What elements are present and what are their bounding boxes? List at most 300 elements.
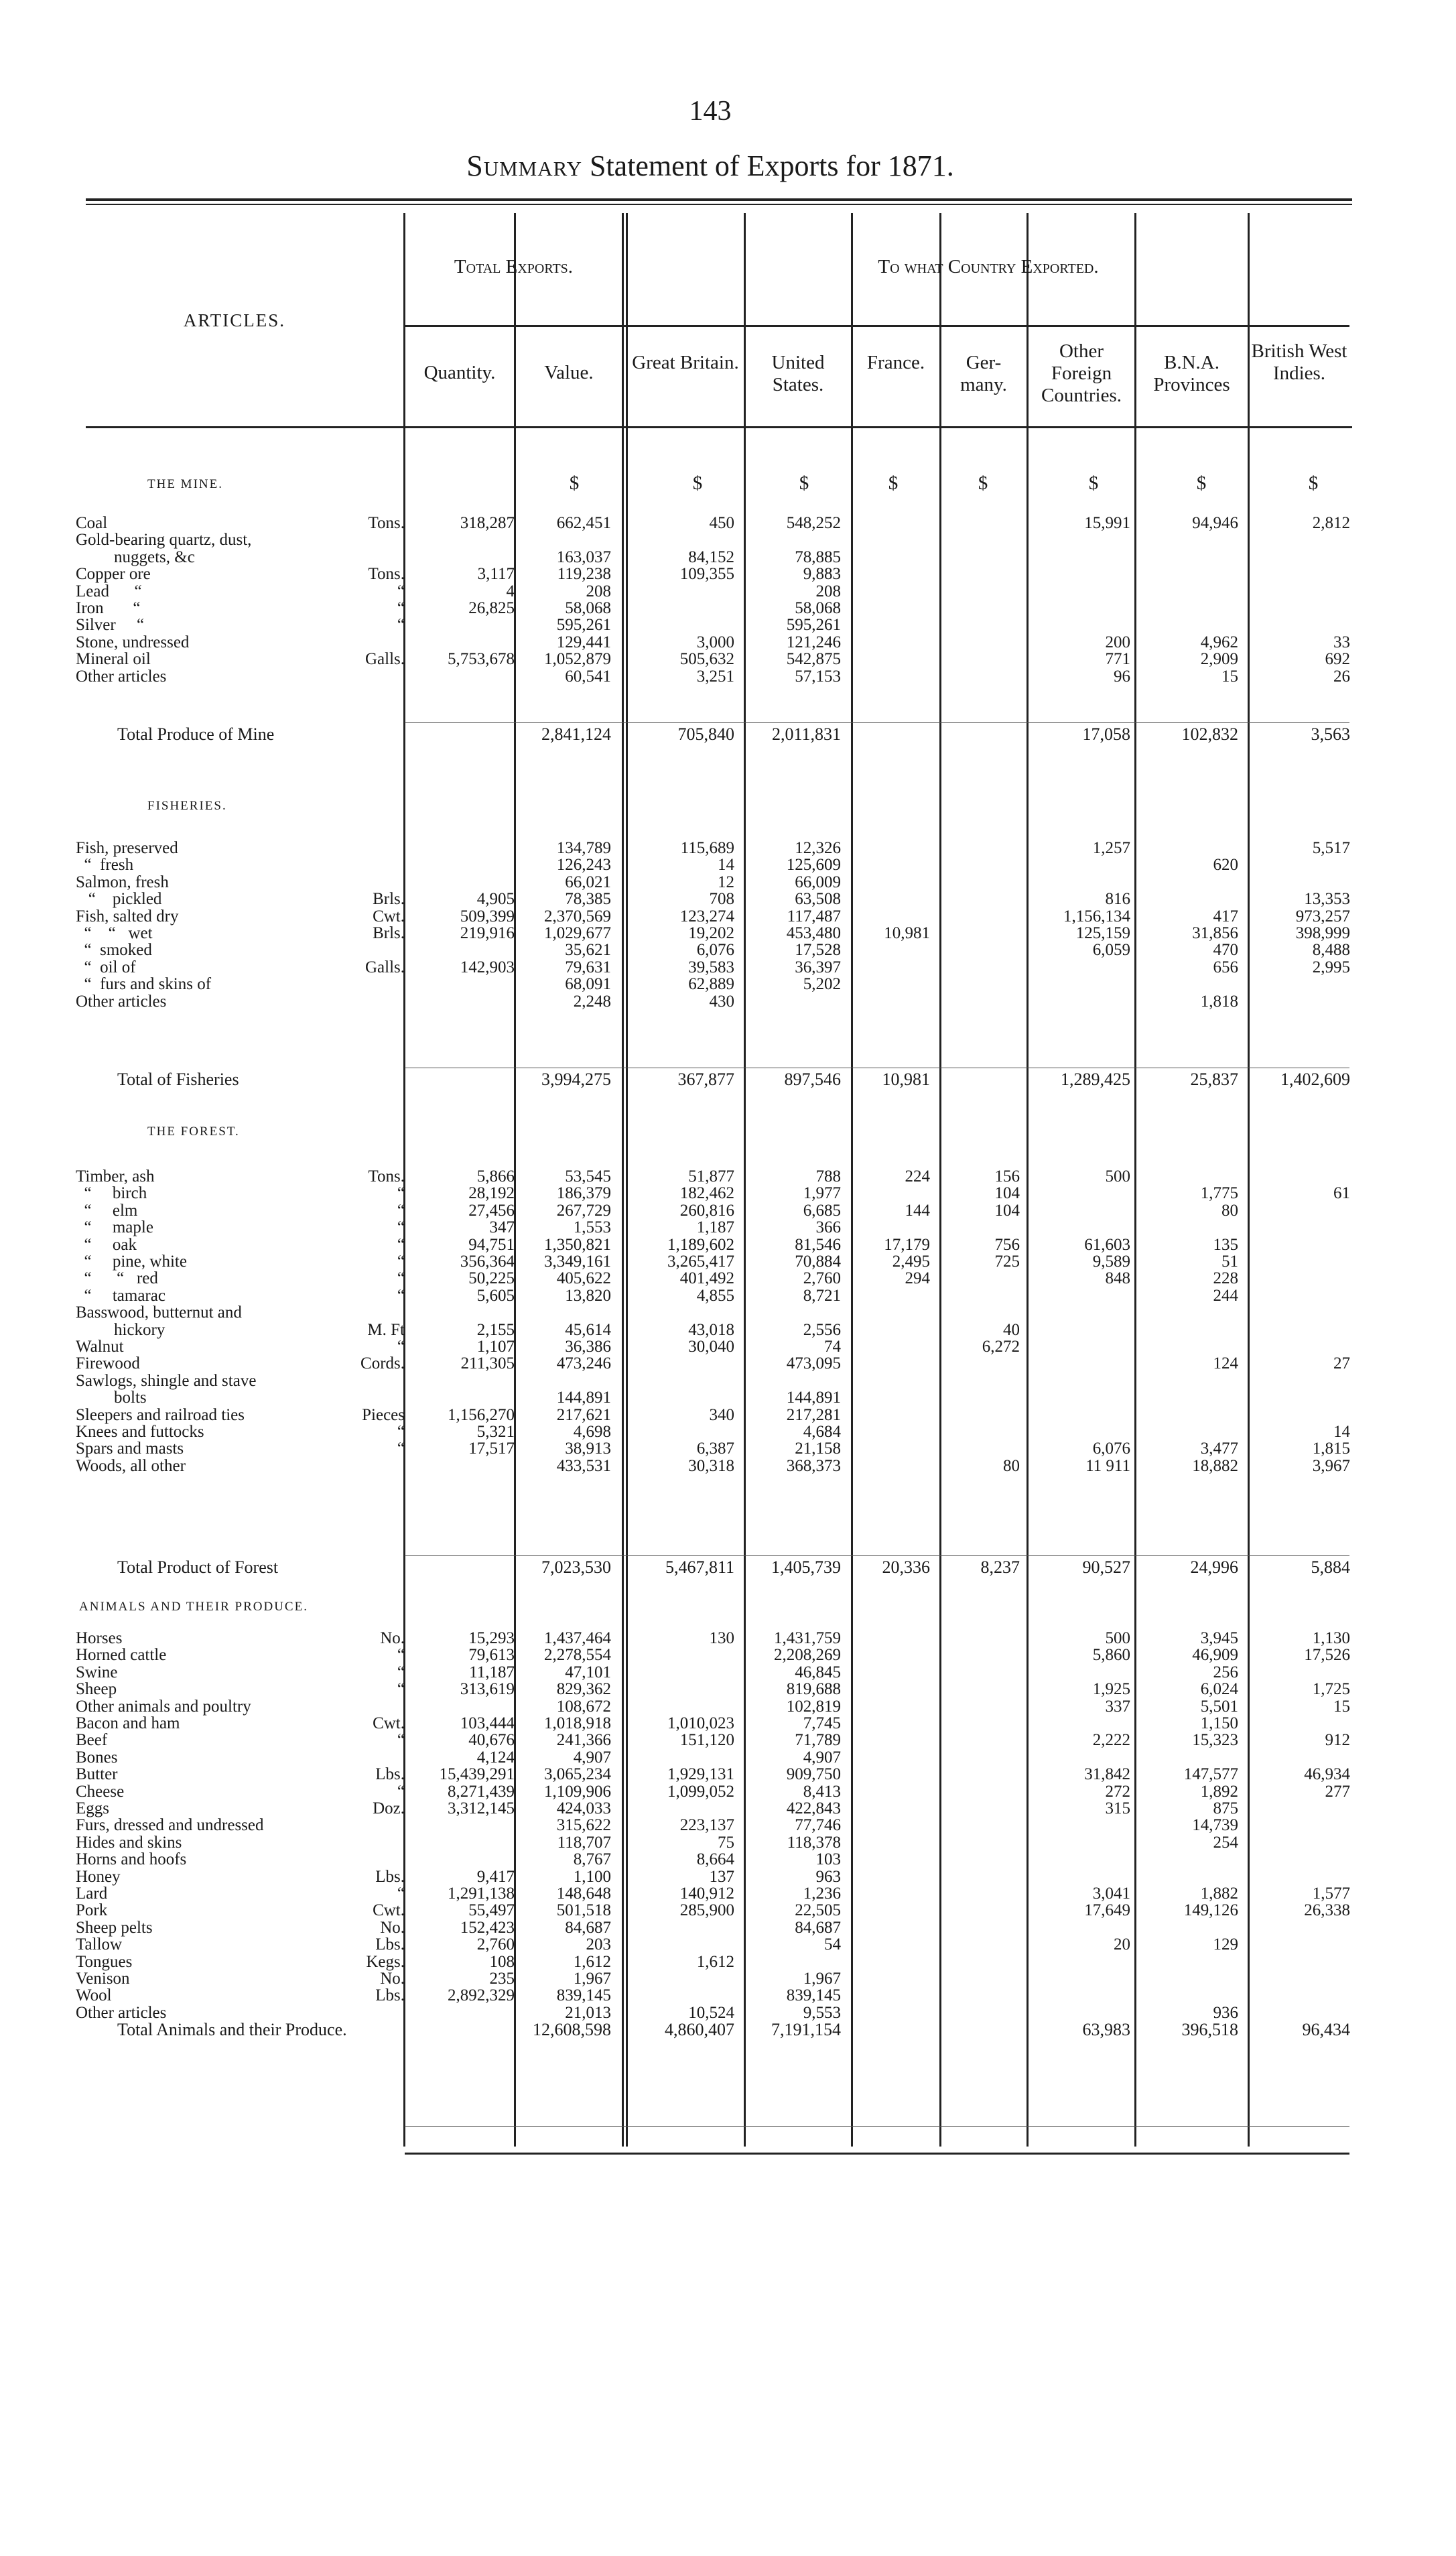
germany-header: Ger- many. [960, 352, 1007, 395]
table-row [0, 566, 1456, 583]
cell-bna: 256 [1213, 1663, 1238, 1681]
unit-label: Galls. [365, 650, 405, 669]
cell-of: 6,059 [1092, 941, 1130, 960]
cell-us: 5,202 [803, 975, 841, 994]
article-label: Other articles [76, 2003, 167, 2022]
cell-q: 211,305 [460, 1354, 515, 1373]
cell-ge: 104 [994, 1201, 1020, 1220]
cell-bna: 244 [1213, 1286, 1238, 1305]
cell-gb: 367,877 [677, 1070, 734, 1089]
cell-of: 9,589 [1092, 1253, 1130, 1271]
unit-label: Lbs. [375, 1986, 405, 2005]
table-row [0, 515, 1456, 532]
cell-bna: 1,882 [1200, 1884, 1238, 1903]
cell-gb: 140,912 [679, 1884, 734, 1903]
cell-gb: 62,889 [688, 975, 734, 994]
article-label: Venison [76, 1970, 130, 1988]
article-label: Lard [76, 1884, 108, 1903]
cell-bwi: 1,725 [1312, 1680, 1350, 1699]
article-label: Iron “ [76, 599, 141, 617]
article-label: nuggets, &c [114, 548, 195, 566]
cell-v: 4,698 [573, 1423, 611, 1441]
cell-q: 1,107 [476, 1338, 515, 1356]
cell-q: 9,417 [476, 1867, 515, 1886]
cell-us: 8,721 [803, 1286, 841, 1305]
cell-bna: 46,909 [1192, 1646, 1238, 1665]
table-row [0, 1389, 1456, 1407]
cell-us: 121,246 [786, 633, 841, 651]
cell-us: 368,373 [786, 1456, 841, 1475]
cell-bna: 4,962 [1200, 633, 1238, 651]
cell-gb: 1,099,052 [667, 1782, 734, 1801]
cell-v: 829,362 [556, 1680, 611, 1699]
cell-v: 78,385 [565, 890, 611, 909]
total-row-label: Total Animals and their Produce. [117, 2020, 347, 2040]
cell-v: 36,386 [565, 1338, 611, 1356]
cell-q: 4 [506, 582, 515, 600]
unit-label: “ [397, 1680, 405, 1699]
cell-us: 548,252 [786, 514, 841, 532]
cell-q: 5,605 [476, 1286, 515, 1305]
cell-q: 347 [489, 1218, 515, 1237]
unit-label: No. [380, 1629, 405, 1647]
cell-q: 2,155 [476, 1320, 515, 1339]
cell-of: 15,991 [1084, 514, 1130, 532]
cell-gb: 19,202 [688, 924, 734, 942]
cell-v: 315,622 [556, 1816, 611, 1835]
article-label: Silver “ [76, 616, 145, 635]
cell-gb: 1,010,023 [667, 1714, 734, 1732]
article-label: Pork [76, 1901, 108, 1920]
cell-q: 2,892,329 [448, 1986, 515, 2005]
cell-v: 2,248 [573, 992, 611, 1011]
cell-gb: 450 [709, 514, 734, 532]
cell-bwi: 3,563 [1311, 724, 1350, 744]
dollar-sign: $ [1196, 472, 1207, 494]
total-exports-header: Total Exports. [454, 256, 574, 277]
cell-us: 1,236 [803, 1884, 841, 1903]
cell-v: 1,612 [573, 1952, 611, 1971]
cell-us: 9,883 [803, 565, 841, 584]
cell-us: 2,208,269 [774, 1646, 841, 1665]
cell-gb: 1,929,131 [667, 1765, 734, 1784]
cell-us: 4,907 [803, 1748, 841, 1767]
cell-v: 3,349,161 [544, 1253, 611, 1271]
table-row [0, 959, 1456, 976]
cell-q: 5,753,678 [448, 650, 515, 669]
to-what-country-header: To what Country Exported. [878, 256, 1099, 277]
dollar-sign: $ [1308, 472, 1319, 494]
table-row [0, 1732, 1456, 1749]
table-row [0, 1664, 1456, 1681]
bwi-header: British West Indies. [1251, 340, 1347, 384]
cell-q: 509,399 [460, 907, 515, 925]
cell-q: 1,156,270 [448, 1405, 515, 1424]
article-label: Bones [76, 1748, 118, 1767]
cell-v: 129,441 [556, 633, 611, 651]
cell-us: 12,326 [795, 839, 841, 857]
cell-us: 102,819 [786, 1697, 841, 1716]
cell-us: 46,845 [795, 1663, 841, 1681]
table-row [0, 1766, 1456, 1783]
table-row [0, 1936, 1456, 1954]
total-row-label: Total Product of Forest [117, 1557, 279, 1577]
cell-v: 38,913 [565, 1440, 611, 1458]
cell-v: 1,109,906 [544, 1782, 611, 1801]
cell-v: 241,366 [556, 1731, 611, 1750]
cell-us: 144,891 [786, 1389, 841, 1407]
cell-bna: 3,477 [1200, 1440, 1238, 1458]
subtotal-rule [405, 722, 1349, 723]
article-label: Hides and skins [76, 1833, 182, 1852]
cell-v: 501,518 [556, 1901, 611, 1920]
cell-gb: 14 [718, 856, 734, 875]
cell-gb: 75 [718, 1833, 734, 1852]
cell-gb: 151,120 [679, 1731, 734, 1750]
cell-of: 125,159 [1075, 924, 1130, 942]
unit-label: “ [397, 1440, 405, 1458]
subtotal-rule [405, 1555, 1349, 1556]
table-row [0, 1987, 1456, 2004]
article-label: “ pickled [76, 890, 162, 909]
article-label: Sheep [76, 1680, 117, 1699]
cell-bna: 80 [1221, 1201, 1238, 1220]
cell-v: 7,023,530 [541, 1557, 611, 1577]
value-header: Value. [544, 362, 594, 383]
cell-bwi: 96,434 [1302, 2020, 1350, 2040]
cell-gb: 109,355 [679, 565, 734, 584]
unit-label: Lbs. [375, 1765, 405, 1784]
cell-of: 1,925 [1092, 1680, 1130, 1699]
cell-v: 186,379 [556, 1184, 611, 1203]
table-row [0, 1458, 1456, 1475]
cell-gb: 30,040 [688, 1338, 734, 1356]
article-label: Horses [76, 1629, 123, 1647]
article-label: Sawlogs, shingle and stave [76, 1371, 257, 1390]
cell-us: 66,009 [795, 873, 841, 891]
cell-fr: 17,179 [884, 1235, 930, 1254]
cell-v: 8,767 [573, 1850, 611, 1869]
cell-fr: 144 [905, 1201, 930, 1220]
cell-us: 77,746 [795, 1816, 841, 1835]
cell-bwi: 912 [1325, 1731, 1350, 1750]
cell-gb: 30,318 [688, 1456, 734, 1475]
cell-bna: 254 [1213, 1833, 1238, 1852]
unit-label: Brls. [373, 890, 405, 909]
table-row [0, 1868, 1456, 1886]
cell-v: 1,967 [573, 1970, 611, 1988]
cell-us: 1,405,739 [771, 1557, 841, 1577]
dollar-sign: $ [569, 472, 580, 494]
cell-bna: 15 [1221, 667, 1238, 686]
cell-v: 662,451 [556, 514, 611, 532]
cell-us: 6,685 [803, 1201, 841, 1220]
cell-us: 74 [824, 1338, 841, 1356]
table-row [0, 993, 1456, 1011]
cell-bwi: 13,353 [1304, 890, 1350, 909]
cell-of: 61,603 [1084, 1235, 1130, 1254]
cell-v: 148,648 [556, 1884, 611, 1903]
table-row [0, 651, 1456, 668]
cell-v: 473,246 [556, 1354, 611, 1373]
cell-of: 17,649 [1084, 1901, 1130, 1920]
article-label: Cheese [76, 1782, 125, 1801]
table-row [0, 925, 1456, 942]
article-label: “ smoked [76, 941, 152, 960]
article-label: “ fresh [76, 856, 134, 875]
cell-v: 2,370,569 [544, 907, 611, 925]
article-label: Tallow [76, 1935, 123, 1954]
dollar-sign: $ [888, 472, 899, 494]
unit-label: No. [380, 1918, 405, 1937]
article-label: “ maple [76, 1218, 153, 1237]
cell-gb: 51,877 [688, 1167, 734, 1186]
cell-of: 5,860 [1092, 1646, 1130, 1665]
france-header: France. [866, 352, 925, 373]
cell-q: 17,517 [468, 1440, 515, 1458]
cell-us: 118,378 [787, 1833, 841, 1852]
cell-of: 6,076 [1092, 1440, 1130, 1458]
cell-of: 11 911 [1085, 1456, 1130, 1475]
table-row [0, 1253, 1456, 1271]
dollar-sign: $ [692, 472, 703, 494]
cell-us: 2,556 [803, 1320, 841, 1339]
cell-v: 53,545 [565, 1167, 611, 1186]
cell-bwi: 14 [1333, 1423, 1350, 1441]
cell-gb: 1,612 [696, 1952, 734, 1971]
cell-gb: 340 [709, 1405, 734, 1424]
cell-us: 453,480 [786, 924, 841, 942]
cell-bwi: 5,517 [1312, 839, 1350, 857]
cell-bwi: 2,995 [1312, 958, 1350, 976]
table-row [0, 1322, 1456, 1339]
article-label: Mineral oil [76, 650, 151, 669]
cell-us: 17,528 [795, 941, 841, 960]
cell-q: 313,619 [460, 1680, 515, 1699]
table-row [0, 1219, 1456, 1236]
cell-q: 8,271,439 [448, 1782, 515, 1801]
cell-bna: 135 [1213, 1235, 1238, 1254]
great-britain-header: Great Britain. [632, 352, 739, 373]
cell-v: 134,789 [556, 839, 611, 857]
title-text: Statement of Exports for 1871. [582, 149, 954, 182]
table-row [0, 1423, 1456, 1441]
title-small-caps: Summary [466, 149, 582, 182]
cell-bna: 129 [1213, 1935, 1238, 1954]
article-label: Walnut [76, 1338, 124, 1356]
dollar-sign: $ [978, 472, 988, 494]
cell-bwi: 26 [1333, 667, 1350, 686]
table-row [0, 1355, 1456, 1372]
cell-fr: 20,336 [882, 1557, 930, 1577]
unit-label: Cwt. [373, 1714, 405, 1732]
cell-v: 839,145 [556, 1986, 611, 2005]
cell-bna: 31,856 [1192, 924, 1238, 942]
cell-gb: 6,387 [696, 1440, 734, 1458]
cell-gb: 6,076 [696, 941, 734, 960]
cell-bna: 5,501 [1200, 1697, 1238, 1716]
cell-us: 7,191,154 [771, 2020, 841, 2040]
table-row [0, 1885, 1456, 1903]
bna-header: B.N.A. Provinces [1153, 352, 1230, 395]
cell-us: 21,158 [795, 1440, 841, 1458]
cell-us: 7,745 [803, 1714, 841, 1732]
cell-q: 94,751 [468, 1235, 515, 1254]
cell-us: 963 [815, 1867, 841, 1886]
table-row [0, 874, 1456, 891]
table-row [0, 1304, 1456, 1322]
article-label: Beef [76, 1731, 108, 1750]
cell-of: 848 [1105, 1269, 1130, 1288]
cell-bna: 875 [1213, 1799, 1238, 1817]
cell-bna: 1,150 [1200, 1714, 1238, 1732]
article-label: Swine [76, 1663, 118, 1681]
cell-us: 1,977 [803, 1184, 841, 1203]
cell-bna: 936 [1213, 2003, 1238, 2022]
article-label: Sleepers and railroad ties [76, 1405, 245, 1424]
cell-gb: 137 [709, 1867, 734, 1886]
cell-bna: 15,323 [1192, 1731, 1238, 1750]
cell-gb: 12 [718, 873, 734, 891]
table-row [0, 726, 1456, 743]
cell-v: 405,622 [556, 1269, 611, 1288]
unit-label: Tons. [368, 514, 405, 532]
article-label: Other articles [76, 992, 167, 1011]
table-row [0, 1817, 1456, 1834]
cell-v: 12,608,598 [533, 2020, 611, 2040]
cell-us: 473,095 [786, 1354, 841, 1373]
table-row [0, 1630, 1456, 1647]
table-row [0, 1919, 1456, 1937]
table-row [0, 634, 1456, 651]
dollar-sign: $ [1088, 472, 1099, 494]
table-row [0, 1559, 1456, 1576]
table-row [0, 1902, 1456, 1919]
table-row [0, 1287, 1456, 1305]
cell-of: 337 [1105, 1697, 1130, 1716]
cell-q: 4,124 [476, 1748, 515, 1767]
top-rule-thin [86, 204, 1352, 205]
cell-v: 3,065,234 [544, 1765, 611, 1784]
article-label: “ furs and skins of [76, 975, 212, 994]
table-row [0, 891, 1456, 908]
cell-bna: 24,996 [1190, 1557, 1238, 1577]
cell-bna: 147,577 [1183, 1765, 1238, 1784]
total-exports-rule [405, 325, 626, 327]
cell-v: 2,278,554 [544, 1646, 611, 1665]
cell-us: 897,546 [784, 1070, 841, 1089]
cell-of: 63,983 [1082, 2020, 1130, 2040]
unit-label: “ [397, 1201, 405, 1220]
cell-v: 3,994,275 [541, 1070, 611, 1089]
cell-v: 1,350,821 [544, 1235, 611, 1254]
table-row [0, 1168, 1456, 1186]
table-row [0, 583, 1456, 600]
cell-q: 1,291,138 [448, 1884, 515, 1903]
cell-v: 1,018,918 [544, 1714, 611, 1732]
cell-of: 200 [1105, 633, 1130, 651]
cell-gb: 401,492 [679, 1269, 734, 1288]
table-row [0, 1071, 1456, 1088]
cell-q: 108 [489, 1952, 515, 1971]
cell-bwi: 8,488 [1312, 941, 1350, 960]
cell-gb: 5,467,811 [665, 1557, 734, 1577]
cell-gb: 3,251 [696, 667, 734, 686]
table-row [0, 1236, 1456, 1254]
table-row [0, 942, 1456, 959]
cell-q: 27,456 [468, 1201, 515, 1220]
cell-of: 20 [1114, 1935, 1130, 1954]
cell-q: 28,192 [468, 1184, 515, 1203]
article-label: “ pine, white [76, 1253, 187, 1271]
article-label: “ birch [76, 1184, 147, 1203]
article-label: Tongues [76, 1952, 133, 1971]
cell-us: 78,885 [795, 548, 841, 566]
unit-label: “ [397, 1782, 405, 1801]
article-label: bolts [114, 1389, 147, 1407]
cell-bwi: 1,130 [1312, 1629, 1350, 1647]
table-row [0, 1202, 1456, 1220]
unit-label: Tons. [368, 1167, 405, 1186]
article-label: Fish, preserved [76, 839, 178, 857]
unit-label: “ [397, 1663, 405, 1681]
cell-us: 36,397 [795, 958, 841, 976]
article-label: Knees and futtocks [76, 1423, 204, 1441]
table-row [0, 2004, 1456, 2022]
table-row [0, 1270, 1456, 1287]
cell-gb: 3,000 [696, 633, 734, 651]
cell-of: 771 [1105, 650, 1130, 669]
page-number: 143 [689, 96, 732, 127]
cell-us: 909,750 [786, 1765, 841, 1784]
cell-v: 79,631 [565, 958, 611, 976]
unit-label: Kegs. [366, 1952, 405, 1971]
cell-v: 1,100 [573, 1867, 611, 1886]
cell-gb: 260,816 [679, 1201, 734, 1220]
cell-gb: 4,855 [696, 1286, 734, 1305]
cell-gb: 115,689 [680, 839, 734, 857]
cell-q: 219,916 [460, 924, 515, 942]
cell-of: 500 [1105, 1629, 1130, 1647]
article-label: Fish, salted dry [76, 907, 179, 925]
country-rule [627, 325, 1349, 327]
unit-label: Lbs. [375, 1867, 405, 1886]
quantity-header: Quantity. [423, 362, 496, 383]
cell-fr: 294 [905, 1269, 930, 1288]
table-row [0, 1440, 1456, 1458]
cell-us: 58,068 [795, 599, 841, 617]
cell-us: 1,431,759 [774, 1629, 841, 1647]
cell-bna: 14,739 [1192, 1816, 1238, 1835]
cell-gb: 505,632 [679, 650, 734, 669]
cell-gb: 10,524 [688, 2003, 734, 2022]
cell-gb: 8,664 [696, 1850, 734, 1869]
header-bottom-rule [86, 426, 1352, 428]
section-mine: THE MINE. [147, 477, 223, 491]
cell-bwi: 61 [1333, 1184, 1350, 1203]
article-label: Wool [76, 1986, 112, 2005]
cell-q: 318,287 [460, 514, 515, 532]
cell-q: 15,439,291 [439, 1765, 515, 1784]
cell-bna: 149,126 [1183, 1901, 1238, 1920]
cell-ge: 725 [994, 1253, 1020, 1271]
cell-v: 118,707 [557, 1833, 611, 1852]
table-row [0, 840, 1456, 857]
unit-label: “ [397, 1253, 405, 1271]
cell-us: 117,487 [787, 907, 841, 925]
table-row [0, 1749, 1456, 1767]
unit-label: Tons. [368, 565, 405, 584]
